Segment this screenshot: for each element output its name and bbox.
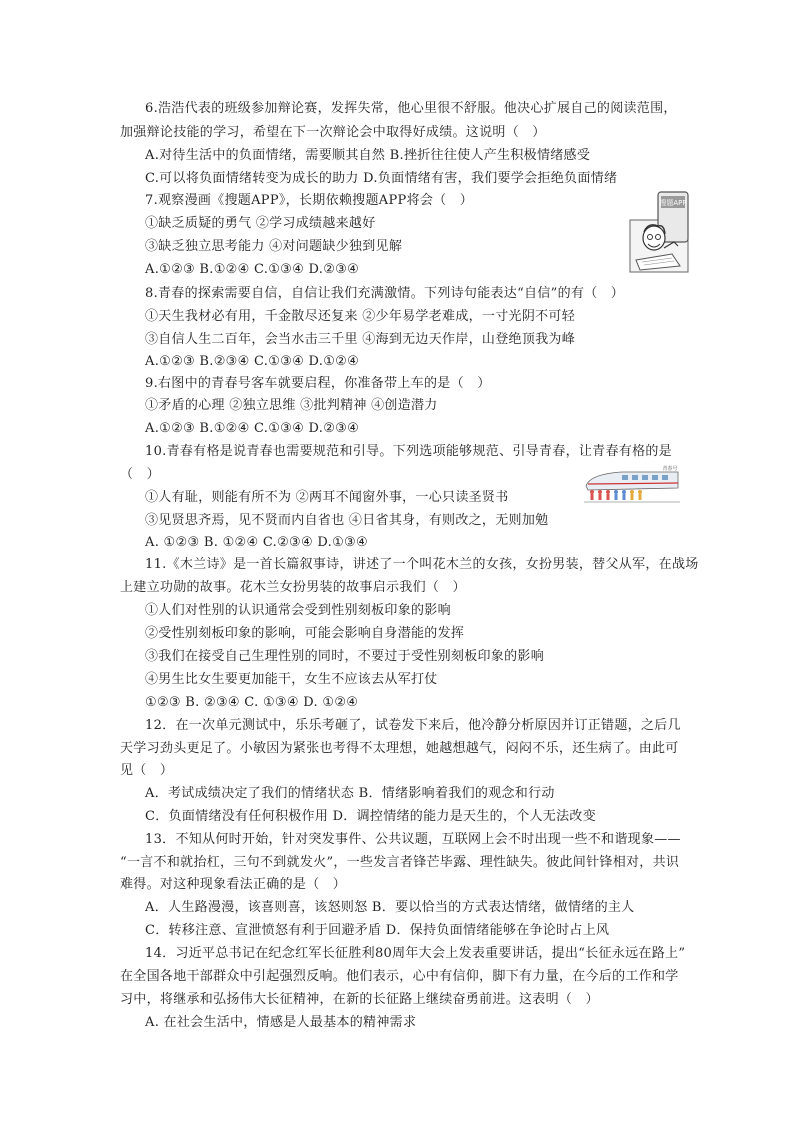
q7-stem: 7.观察漫画《搜题APP》，长期依赖搜题APP将会（ ） bbox=[145, 193, 474, 208]
search-app-cartoon bbox=[628, 190, 690, 274]
youth-train-illustration bbox=[582, 464, 682, 506]
q14-option-a: A. 在社会生活中，情感是人最基本的精神需求 bbox=[145, 1015, 417, 1030]
q10-stem-bracket: （ ） bbox=[120, 467, 160, 482]
q10-items-34: ③见贤思齐焉，见不贤而内自省也 ④日省其身，有则改之，无则加勉 bbox=[145, 513, 549, 528]
q14-line2: 在全国各地干部群众中引起强烈反响。他们表示，心中有信仰，脚下有力量，在今后的工作和学 bbox=[120, 969, 679, 984]
q6-options-cd: C.可以将负面情绪转变为成长的助力 D.负面情绪有害，我们要学会拒绝负面情绪 bbox=[145, 171, 618, 186]
q6-line2: 加强辩论技能的学习，希望在下一次辩论会中取得好成绩。这说明（ ） bbox=[120, 125, 546, 140]
q9-options: A.①②③ B.①②④ C.①③④ D.②③④ bbox=[145, 421, 360, 436]
q12-line2: 天学习劲头更足了。小敏因为紧张也考得不太理想，她越想越气，闷闷不乐，还生病了。由此可 bbox=[120, 741, 679, 756]
q10-items-12: ①人有耻，则能有所不为 ②两耳不闻窗外事，一心只读圣贤书 bbox=[145, 490, 509, 505]
q9-items: ①矛盾的心理 ②独立思维 ③批判精神 ④创造潜力 bbox=[145, 398, 438, 413]
q11-item4: ④男生比女生要更加能干，女生不应该去从军打仗 bbox=[145, 672, 438, 687]
cartoon-drawing bbox=[628, 190, 690, 274]
cartoon-sign-text: 搜题APP bbox=[659, 199, 687, 207]
q14-line1: 14．习近平总书记在纪念红军长征胜利80周年大会上发表重要讲话，提出“长征永远在路上” bbox=[145, 946, 686, 961]
q8-items-12: ①天生我材必有用，千金散尽还复来 ②少年易学老难成，一寸光阴不可轻 bbox=[145, 309, 576, 324]
q6-line1: 6.浩浩代表的班级参加辩论赛，发挥失常，他心里很不舒服。他决心扩展自己的阅读范围， bbox=[145, 101, 677, 116]
q11-options: ①②③ B. ②③④ C. ①③④ D. ①②④ bbox=[145, 695, 359, 710]
q12-options-cd: C．负面情绪没有任何积极作用 D．调控情绪的能力是天生的，个人无法改变 bbox=[145, 809, 597, 824]
q10-options: A. ①②③ B. ①②④ C.②③④ D.①③④ bbox=[145, 535, 368, 550]
train-drawing bbox=[582, 464, 682, 506]
q11-line1: 11.《木兰诗》是一首长篇叙事诗，讲述了一个叫花木兰的女孩，女扮男装，替父从军，在战场 bbox=[145, 557, 699, 572]
q7-items-12: ①缺乏质疑的勇气 ②学习成绩越来越好 bbox=[145, 216, 376, 231]
q11-item3: ③我们在接受自己生理性别的同时，不要过于受性别刻板印象的影响 bbox=[145, 649, 545, 664]
q7-options: A.①②③ B.①②④ C.①③④ D.②③④ bbox=[145, 262, 360, 277]
q11-line2: 上建立功勋的故事。花木兰女扮男装的故事启示我们（ ） bbox=[120, 580, 466, 595]
q13-options-cd: C．转移注意、宣泄愤怒有利于回避矛盾 D．保持负面情绪能够在争论时占上风 bbox=[145, 923, 610, 938]
train-label-text: 青春号 bbox=[662, 466, 678, 472]
q13-line3: 难得。对这种现象看法正确的是（ ） bbox=[120, 877, 347, 892]
q13-line2: “一言不和就抬杠，三句不到就发火”，一些发言者锋芒毕露、理性缺失。彼此间针锋相对，共识 bbox=[120, 855, 680, 870]
q13-line1: 13．不知从何时开始，针对突发事件、公共议题，互联网上会不时出现一些不和谐现象—— bbox=[145, 832, 681, 847]
q8-stem: 8.青春的探索需要自信，自信让我们充满激情。下列诗句能表达“自信”的有（ ） bbox=[145, 286, 625, 301]
q6-options-ab: A.对待生活中的负面情绪，需要顺其自然 B.挫折往往使人产生积极情绪感受 bbox=[145, 148, 591, 163]
q10-stem: 10.青春有格是说青春也需要规范和引导。下列选项能够规范、引导青春，让青春有格的是 bbox=[145, 444, 672, 459]
q7-items-34: ③缺乏独立思考能力 ④对问题缺少独到见解 bbox=[145, 239, 403, 254]
q12-line1: 12．在一次单元测试中，乐乐考砸了，试卷发下来后，他冷静分析原因并订正错题，之后几 bbox=[145, 718, 681, 733]
q11-item1: ①人们对性别的认识通常会受到性别刻板印象的影响 bbox=[145, 603, 451, 618]
q12-line3: 见（ ） bbox=[120, 763, 174, 778]
q8-options: A.①②③ B.②③④ C.①③④ D.①②④ bbox=[145, 354, 360, 369]
q13-options-ab: A．人生路漫漫，该喜则喜，该怒则怒 B．要以恰当的方式表达情绪，做情绪的主人 bbox=[145, 900, 635, 915]
q9-stem: 9.右图中的青春号客车就要启程，你准备带上车的是（ ） bbox=[145, 376, 491, 391]
q11-item2: ②受性别刻板印象的影响，可能会影响自身潜能的发挥 bbox=[145, 626, 465, 641]
q14-line3: 习中，将继承和弘扬伟大长征精神，在新的长征路上继续奋勇前进。这表明（ ） bbox=[120, 992, 599, 1007]
q12-options-ab: A．考试成绩决定了我们的情绪状态 B．情绪影响着我们的观念和行动 bbox=[145, 786, 555, 801]
q8-items-34: ③自信人生二百年，会当水击三千里 ④海到无边天作岸，山登绝顶我为峰 bbox=[145, 332, 576, 347]
